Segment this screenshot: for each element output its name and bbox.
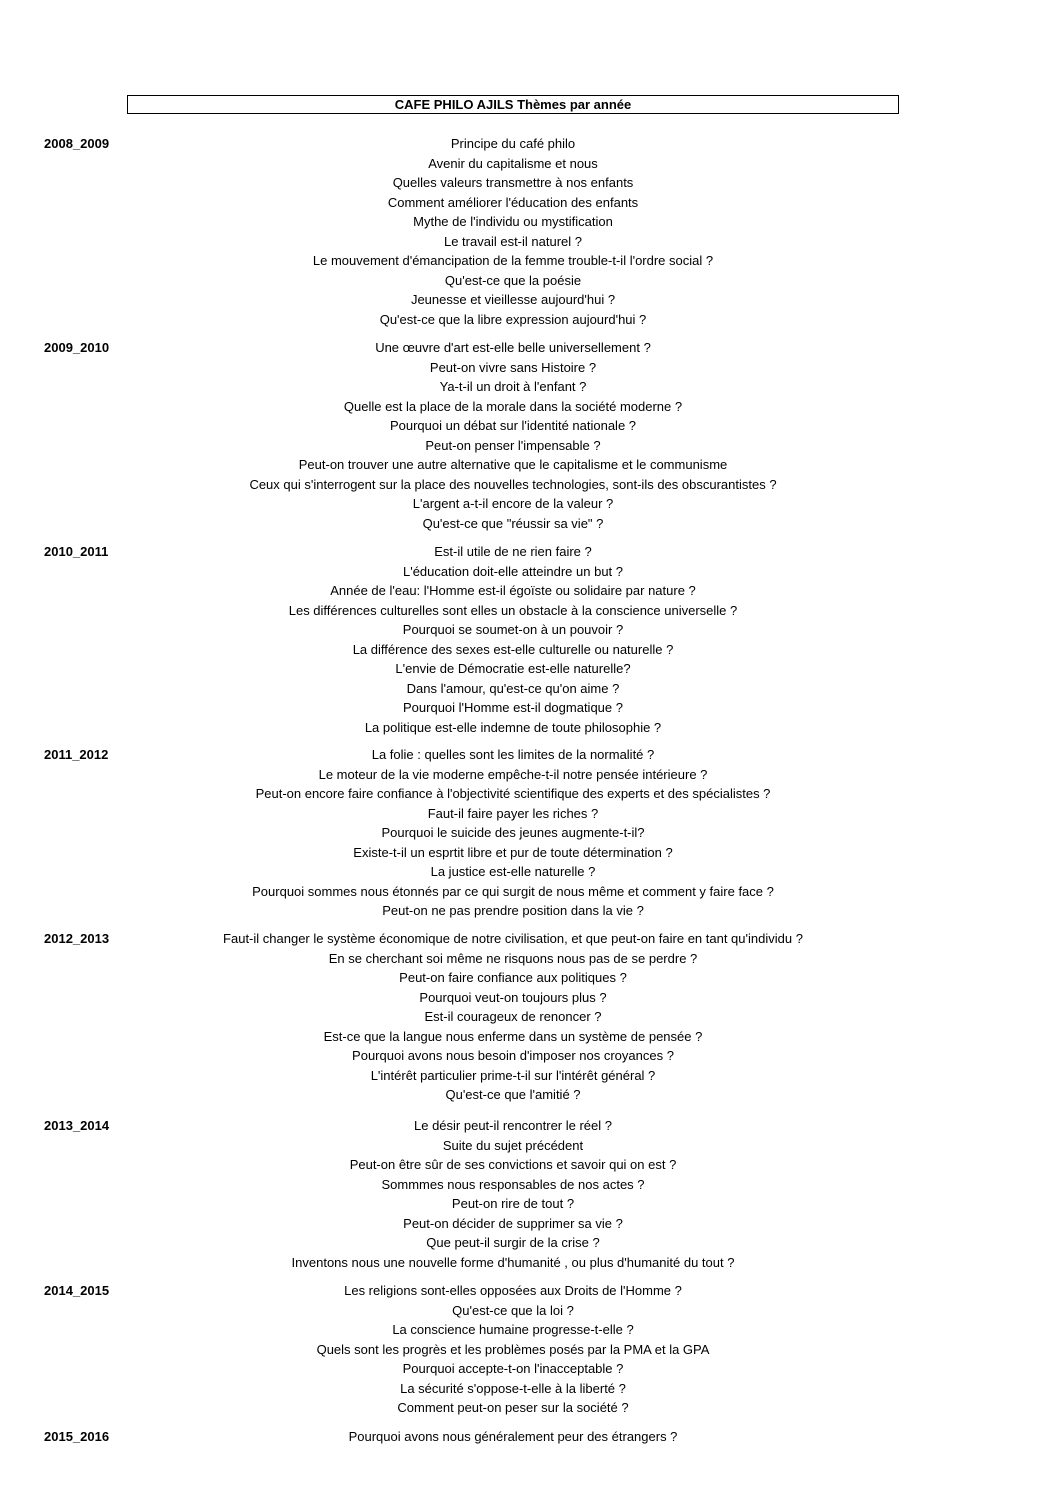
topic-list [120,542,906,737]
topic-item: Mythe de l'individu ou mystification [413,214,613,229]
topic-item: L'intérêt particulier prime-t-il sur l'intérêt général ? [370,1067,656,1083]
topic-item: La conscience humaine progresse-t-elle ? [392,1322,634,1337]
topic-item: Qu'est-ce que la loi ? [452,1302,574,1318]
topic-item: Qu'est-ce que la poésie [444,272,582,288]
topic-item: Le moteur de la vie moderne empêche-t-il notre pensée intérieure ? [318,766,708,782]
topic-item: Est-ce que la langue nous enferme dans un système de pensée ? [323,1028,703,1044]
topic-item: Peut-on décider de supprimer sa vie ? [403,1215,623,1231]
year-label: 2010_2011 [44,544,109,559]
topic-item: Quelles valeurs transmettre à nos enfants [392,175,634,190]
topic-list [120,929,906,1105]
topic-item: En se cherchant soi même ne risquons nous pas de se perdre ? [328,950,698,966]
topic-list [120,1116,906,1272]
page-title: CAFE PHILO AJILS Thèmes par année [127,95,899,114]
year-label: 2008_2009 [44,136,110,151]
topic-item: Que peut-il surgir de la crise ? [426,1235,600,1250]
topic-list [120,1427,906,1447]
topic-item: Pourquoi avons nous besoin d'imposer nos croyances ? [352,1048,674,1063]
topic-item: Le désir peut-il rencontrer le réel ? [414,1118,612,1133]
topic-item: Pourquoi avons nous généralement peur des étrangers ? [348,1429,678,1444]
topic-item: L'éducation doit-elle atteindre un but ? [402,563,624,579]
topic-item: Sommmes nous responsables de nos actes ? [381,1176,645,1192]
year-label: 2015_2016 [44,1429,110,1444]
topic-item: La folie : quelles sont les limites de la normalité ? [371,747,655,762]
topic-item: Peut-on ne pas prendre position dans la vie ? [382,903,644,918]
topic-item: Dans l'amour, qu'est-ce qu'on aime ? [406,680,620,696]
topic-item: Peut-on vivre sans Histoire ? [429,359,597,375]
topic-item: Avenir du capitalisme et nous [428,155,598,171]
topic-item: Les différences culturelles sont elles un obstacle à la conscience universelle ? [288,602,738,618]
topic-list [120,338,906,533]
topic-item: Inventons nous une nouvelle forme d'humanité , ou plus d'humanité du tout ? [291,1254,735,1270]
topic-item: La différence des sexes est-elle culturelle ou naturelle ? [352,641,674,657]
topic-item: La sécurité s'oppose-t-elle à la liberté ? [400,1380,626,1396]
topic-item: L'envie de Démocratie est-elle naturelle? [395,661,631,676]
topic-list [120,134,906,329]
topic-item: Comment améliorer l'éducation des enfants [387,194,639,210]
topic-item: Peut-on trouver une autre alternative que le capitalisme et le communisme [298,457,728,472]
topic-item: Le mouvement d'émancipation de la femme trouble-t-il l'ordre social ? [312,253,714,268]
topic-item: Une œuvre d'art est-elle belle universellement ? [375,340,651,355]
topic-item: Pourquoi se soumet-on à un pouvoir ? [402,622,624,637]
year-label: 2011_2012 [44,747,109,762]
topic-item: Principe du café philo [450,136,576,151]
topic-item: Pourquoi l'Homme est-il dogmatique ? [403,700,623,715]
topic-item: Le travail est-il naturel ? [443,233,582,249]
topic-item: La politique est-elle indemne de toute philosophie ? [364,719,662,735]
year-label: 2012_2013 [44,931,110,946]
topic-item: Faut-il changer le système économique de notre civilisation, et que peut-on faire en tant qu'individu ? [223,931,803,946]
topic-item: Peut-on encore faire confiance à l'objectivité scientifique des experts et des spécialistes ? [255,786,771,801]
topic-item: Est-il courageux de renoncer ? [424,1009,602,1024]
topic-item: Pourquoi un débat sur l'identité nationale ? [389,418,637,433]
topic-item: Pourquoi le suicide des jeunes augmente-t-il? [381,825,645,840]
topic-item: Est-il utile de ne rien faire ? [434,544,592,559]
topic-list [120,745,906,921]
topic-item: Qu'est-ce que la libre expression aujourd'hui ? [379,311,647,327]
topic-item: Suite du sujet précédent [442,1137,584,1153]
topic-item: Ya-t-il un droit à l'enfant ? [439,379,587,394]
year-label: 2013_2014 [44,1118,110,1133]
topic-item: Comment peut-on peser sur la société ? [397,1400,629,1415]
topic-item: Existe-t-il un esprtit libre et pur de toute détermination ? [353,844,673,860]
topic-item: Quelle est la place de la morale dans la société moderne ? [343,398,683,414]
topic-item: Les religions sont-elles opposées aux Droits de l'Homme ? [344,1283,682,1298]
topic-item: Pourquoi veut-on toujours plus ? [419,989,607,1005]
topic-list [120,1281,906,1418]
topic-item: L'argent a-t-il encore de la valeur ? [412,496,614,511]
year-label: 2009_2010 [44,340,110,355]
year-label: 2014_2015 [44,1283,110,1298]
topic-item: Faut-il faire payer les riches ? [427,805,599,821]
topic-item: Pourquoi accepte-t-on l'inacceptable ? [402,1361,624,1376]
topic-item: Qu'est-ce que l'amitié ? [445,1087,581,1102]
topic-item: Jeunesse et vieillesse aujourd'hui ? [410,292,616,307]
topic-item: Peut-on rire de tout ? [451,1196,575,1211]
topic-item: Qu'est-ce que "réussir sa vie" ? [422,515,604,531]
topic-item: Peut-on être sûr de ses convictions et savoir qui on est ? [349,1157,677,1172]
topic-item: Quels sont les progrès et les problèmes posés par la PMA et la GPA [316,1341,710,1357]
topic-item: Année de l'eau: l'Homme est-il égoïste ou solidaire par nature ? [330,583,696,598]
topic-item: Peut-on faire confiance aux politiques ? [399,970,627,985]
topic-item: La justice est-elle naturelle ? [430,864,596,879]
topic-item: Peut-on penser l'impensable ? [425,437,601,453]
topic-item: Pourquoi sommes nous étonnés par ce qui surgit de nous même et comment y faire face ? [252,883,774,899]
topic-item: Ceux qui s'interrogent sur la place des nouvelles technologies, sont-ils des obscurantistes ? [249,476,777,492]
